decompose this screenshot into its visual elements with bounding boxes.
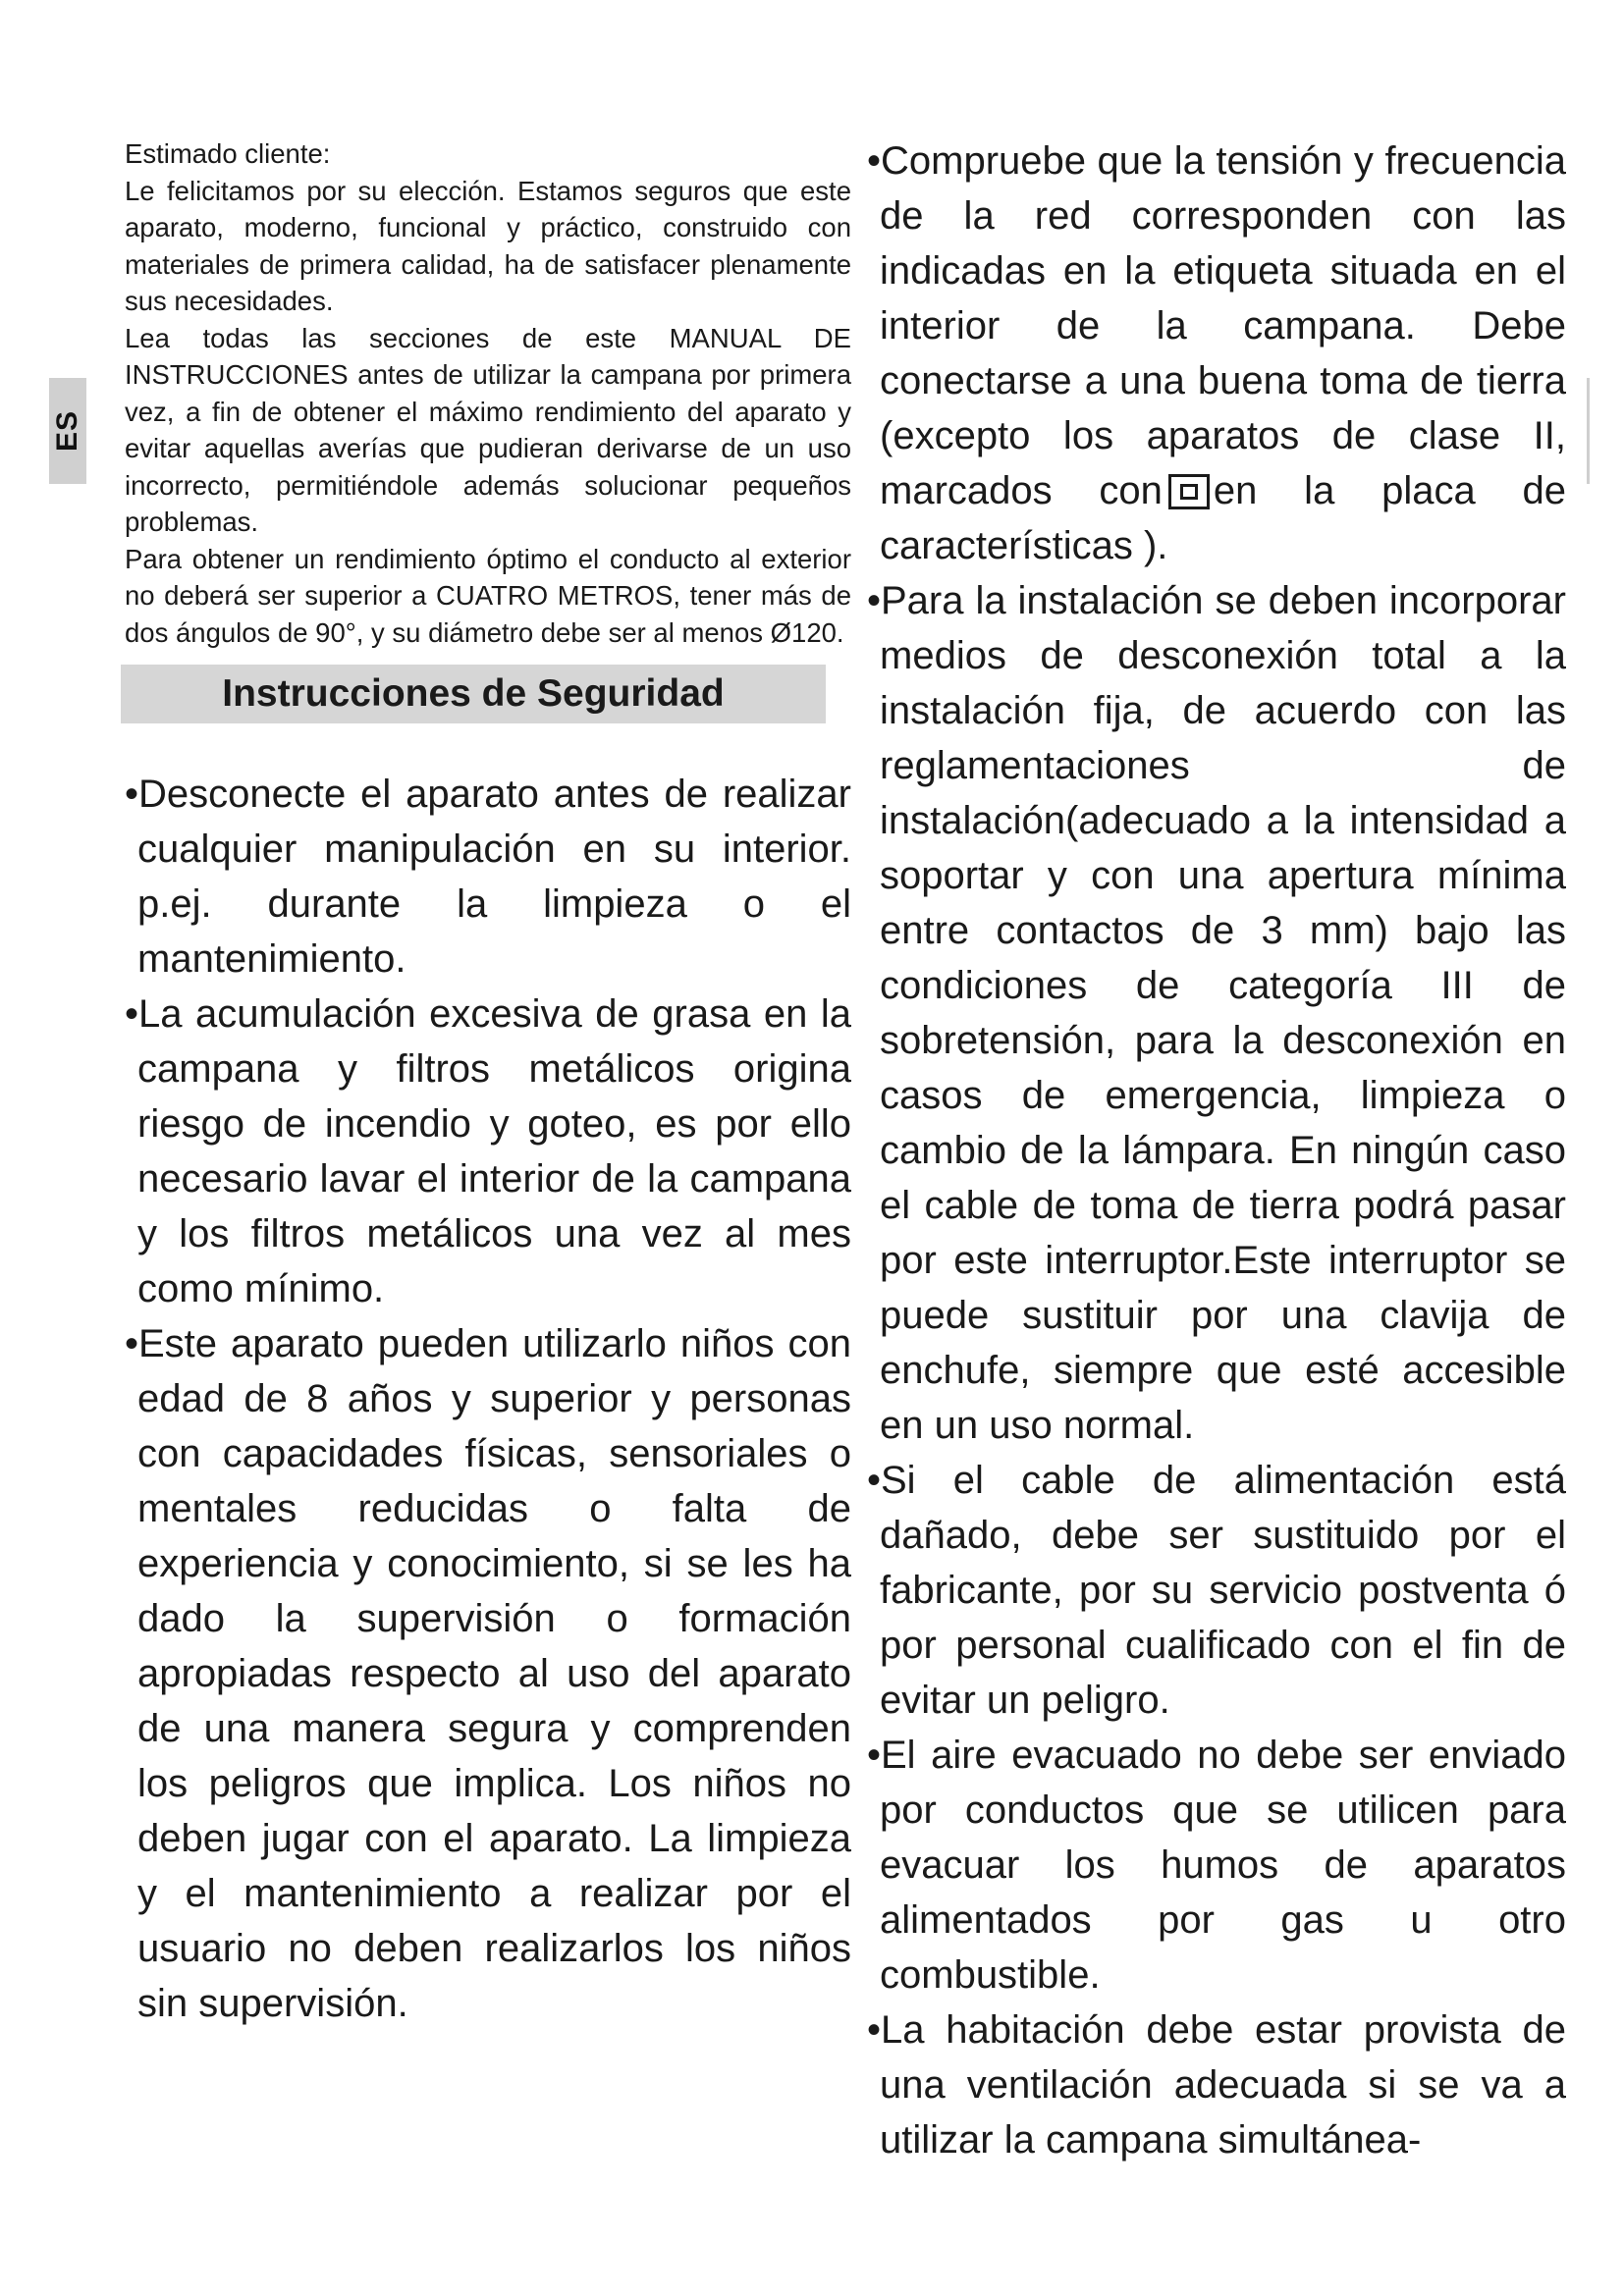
- safety-bullet-voltage: [867, 133, 1566, 573]
- voltage-text-part-1: •Compruebe que la tensión y frecuencia de la red corresponden con las indicadas en la etiqueta situada en el interior de la campana. Debe conectarse a una buena toma de tierra (excepto los aparatos de clase II, marcados con: [867, 139, 1566, 512]
- section-heading-bar: [121, 665, 826, 723]
- intro-greeting: Estimado cliente:: [125, 138, 331, 169]
- language-tab-label: ES: [51, 409, 83, 453]
- safety-bullet: •La acumulación excesiva de grasa en la campana y filtros metálicos origina riesgo de incendio y goteo, es por ello necesario lavar el interior de la campana y los filtros metálicos una vez al mes como mínimo.: [125, 992, 851, 1310]
- right-column: [867, 133, 1566, 2167]
- safety-bullet: •Este aparato pueden utilizarlo niños con edad de 8 años y superior y personas con capacidades físicas, sensoriales o mentales reducidas o falta de experiencia y conocimiento, si se les ha dado la supervisión o formación apropiadas respecto al uso del aparato de una manera segura y comprenden los peligros que implica. Los niños no deben jugar con el aparato. La limpieza y el mantenimiento a realizar por el usuario no deben realizarlos los niños sin supervisión.: [125, 1322, 851, 2025]
- safety-bullet: •Para la instalación se deben incorporar medios de desconexión total a la instalación fija, de acuerdo con las reglamentaciones de instalación(adecuado a la intensidad a soportar y con una apertura mínima entre contactos de 3 mm) bajo las condiciones de categoría III de sobretensión, para la desconexión en casos de emergencia, limpieza o cambio de la lámpara. En ningún caso el cable de toma de tierra podrá pasar por este interruptor.Este interruptor se puede sustituir por una clavija de enchufe, siempre que esté accesible en un uso normal.: [867, 579, 1566, 1447]
- safety-bullet: •Desconecte el aparato antes de realizar cualquier manipulación en su interior. p.ej. durante la limpieza o el mantenimiento.: [125, 773, 851, 981]
- intro-section: [125, 135, 851, 651]
- voltage-text-part-2: en la placa de características ).: [880, 469, 1566, 567]
- safety-bullet: •El aire evacuado no debe ser enviado por conductos que se utilicen para evacuar los humos de aparatos alimentados por gas u otro combustible.: [867, 1734, 1566, 1997]
- safety-bullet: •La habitación debe estar provista de una ventilación adecuada si se va a utilizar la campana simultánea-: [867, 2008, 1566, 2162]
- intro-paragraph-3: Para obtener un rendimiento óptimo el conducto al exterior no deberá ser superior a CUATRO METROS, tener más de dos ángulos de 90°, y su diámetro debe ser al menos Ø120.: [125, 543, 851, 648]
- section-title: Instrucciones de Seguridad: [222, 672, 725, 715]
- intro-paragraph-2: Lea todas las secciones de este MANUAL DE INSTRUCCIONES antes de utilizar la campana por primera vez, a fin de obtener el máximo rendimiento del aparato y evitar aquellas averías que pudieran derivarse de un uso incorrecto, permitiéndole además solucionar pequeños problemas.: [125, 322, 851, 537]
- class-ii-symbol-icon: [1168, 474, 1210, 509]
- safety-bullet: •Si el cable de alimentación está dañado, debe ser sustituido por el fabricante, por su servicio postventa ó por personal cualificado con el fin de evitar un peligro.: [867, 1459, 1566, 1722]
- language-tab: [49, 378, 86, 484]
- safety-bullets-left: [125, 767, 851, 2031]
- intro-paragraph-1: Le felicitamos por su elección. Estamos seguros que este aparato, moderno, funcional y práctico, construido con materiales de primera calidad, ha de satisfacer plenamente sus necesidades.: [125, 175, 851, 316]
- page-edge-marker: [1587, 378, 1590, 484]
- left-column: [125, 135, 851, 2031]
